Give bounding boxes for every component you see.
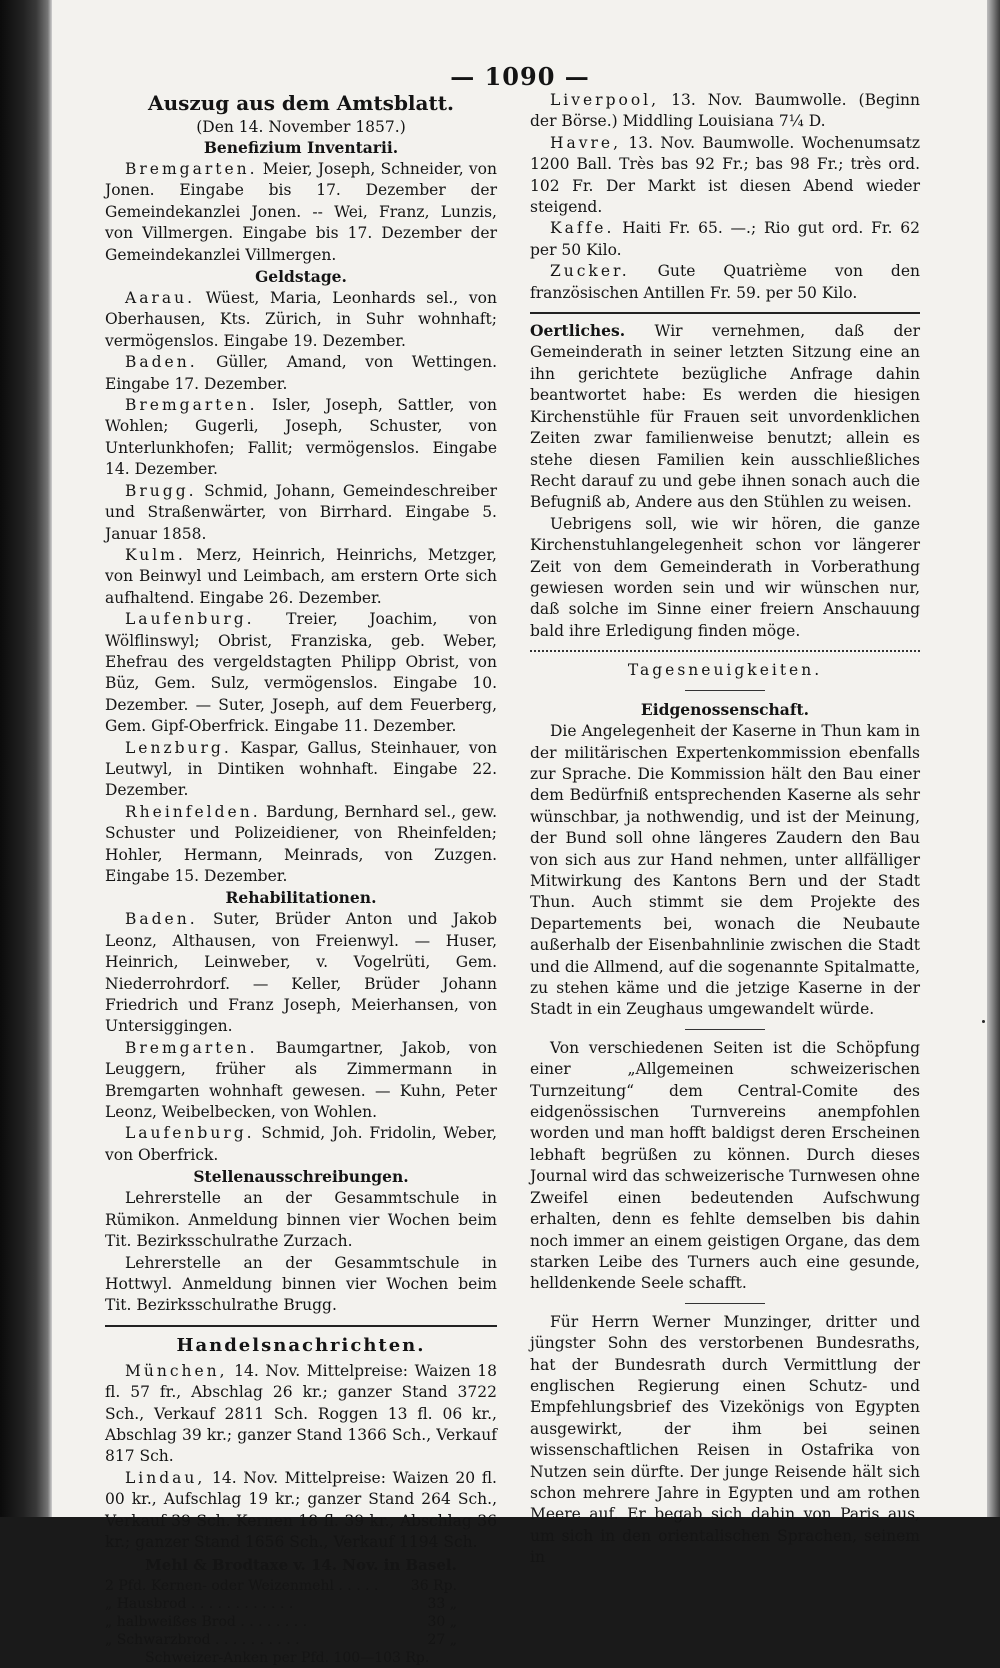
- price-row: „ Hausbrod . . . . . . . . . . . . 33 „: [105, 1596, 457, 1613]
- section-rule: [105, 1325, 497, 1327]
- page-edge: [987, 0, 1000, 1517]
- handel-entry: München, 14. Nov. Mittelpreise: Waizen 18 fl. 57 fr., Abschlag 26 kr.; ganzer Stand 3722 Sch., Verkauf 2811 Sch. Roggen 13 fl. 06 kr., Abschlag 39 kr.; ganzer Stand 1366 Sch., Verkauf 817 Sch.: [105, 1361, 497, 1466]
- book-binding: [0, 0, 52, 1517]
- short-rule: [685, 690, 765, 691]
- benefizium-heading: Benefizium Inventarii.: [203, 138, 399, 157]
- page-number: — 1090 —: [450, 62, 590, 91]
- rehab-entry: Laufenburg. Schmid, Joh. Fridolin, Weber, von Oberfrick.: [105, 1124, 497, 1164]
- stellen-entry: Lehrerstelle an der Gesammtschule in Hottwyl. Anmeldung binnen vier Wochen beim Tit. Bezirksschulrathe Brugg.: [105, 1253, 497, 1315]
- price-row: „ halbweißes Brod . . . . . . . . 30 „: [105, 1614, 457, 1631]
- stellen-entry: Lehrerstelle an der Gesammtschule in Rümikon. Anmeldung binnen vier Wochen beim Tit. Bezirksschulrathe Zurzach.: [105, 1189, 497, 1251]
- right-column: [530, 90, 920, 1569]
- handel-heading: Handelsnachrichten.: [176, 1334, 426, 1356]
- oertliches-para: Uebrigens soll, wie wir hören, die ganze Kirchenstuhlangelegenheit schon vor längerer Zeit von dem Gemeinderath in Vorberathung gewiesen worden sein und wir wünschen nur, daß solche im Sinne einer freiern Anschauung bald ihre Erledigung finden möge.: [530, 514, 920, 640]
- geldstage-entry: Rheinfelden. Bardung, Bernhard sel., gew. Schuster und Polizeidiener, von Rheinfelden; Hohler, Hermann, Meinrads, von Zuzgen. Eingabe 15. Dezember.: [105, 802, 497, 885]
- left-column: [105, 90, 497, 1668]
- brodtaxe-heading: Mehl & Brodtaxe v. 14. Nov. in Basel.: [145, 1556, 457, 1575]
- ink-speck: [982, 1020, 985, 1023]
- market-entry: Kaffe. Haiti Fr. 65. —.; Rio gut ord. Fr. 62 per 50 Kilo.: [530, 219, 920, 259]
- rehab-entry: Bremgarten. Baumgartner, Jakob, von Leuggern, früher als Zimmermann in Bremgarten wohnhaft gewesen. — Kuhn, Peter Leonz, Weibelbecken, von Wohlen.: [105, 1038, 497, 1122]
- market-entry: Liverpool, 13. Nov. Baumwolle. (Beginn der Börse.) Middling Louisiana 7¼ D.: [530, 91, 920, 131]
- rehabilitationen-heading: Rehabilitationen.: [225, 888, 377, 908]
- section-rule: [530, 650, 920, 652]
- oertliches-para: Oertliches. Wir vernehmen, daß der Gemeinderath in seiner letzten Sitzung eine an ihn gerichtete bezügliche Anfrage dahin beantwortet habe: Es werden die hiesigen Kirchenstühle für Frauen seit unvordenklichen Zeiten zwar familienweise benutzt; allein es stehe diesen Familien kein ausschließliches Recht darauf zu und gebe ihnen sonach auch die Befugniß ab, Andere aus den Stühlen zu weisen.: [530, 321, 920, 512]
- news-para: Die Angelegenheit der Kaserne in Thun kam in der militärischen Expertenkommission ebenfalls zur Sprache. Die Kommission hält den Bau einer dem Bedürfniß entsprechenden Kaserne als sehr wünschbar, ja nothwendig, und ist der Meinung, der Bund soll ohne längeres Zaudern den Bau von sich aus zur Hand nehmen, unter allfälliger Mitwirkung des Kantons Bern und der Stadt Thun. Auch stimmt sie dem Projekte des Departements bei, wonach die Neubaute außerhalb der Eisenbahnlinie zwischen die Stadt und die Allmend, auf die sogenannte Spitalmatte, zu stehen käme und die jetzige Kaserne in der Stadt in ein Zeughaus umgewandelt würde.: [530, 722, 920, 1019]
- amtsblatt-title: Auszug aus dem Amtsblatt.: [148, 91, 454, 115]
- amtsblatt-date: (Den 14. November 1857.): [196, 118, 406, 136]
- geldstage-entry: Kulm. Merz, Heinrich, Heinrichs, Metzger, von Beinwyl und Leimbach, am erstern Orte sich aufhaltend. Eingabe 26. Dezember.: [105, 545, 497, 607]
- geldstage-heading: Geldstage.: [255, 267, 347, 287]
- geldstage-entry: Brugg. Schmid, Johann, Gemeindeschreiber und Straßenwärter, von Birrhard. Eingabe 5. Januar 1858.: [105, 481, 497, 543]
- stellen-heading: Stellenausschreibungen.: [193, 1167, 409, 1187]
- news-para: Von verschiedenen Seiten ist die Schöpfung einer „Allgemeinen schweizerischen Turnzeitung“ dem Central-Comite des eidgenössischen Turnvereins anempfohlen worden und man hofft baldigst deren Erscheinen lebhaft begrüßen zu können. Durch dieses Journal wird das schweizerische Turnwesen ohne Zweifel einen bedeutenden Aufschwung erhalten, denn es fehlte demselben bis dahin noch immer an einem geistigen Organe, das dem starken Leibe des Turners auch eine gesunde, helldenkende Seele schafft.: [530, 1038, 920, 1293]
- geldstage-entry: Bremgarten. Isler, Joseph, Sattler, von Wohlen; Gugerli, Joseph, Schuster, von Unterlunkhofen; Fallit; vermögenslos. Eingabe 14. Dezember.: [105, 396, 497, 479]
- price-row: 2 Pfd. Kernen- oder Weizenmehl . . . . . 36 Rp.: [105, 1578, 457, 1595]
- benefizium-entry: Bremgarten. Meier, Joseph, Schneider, von Jonen. Eingabe bis 17. Dezember der Gemeindekanzlei Jonen. -- Wei, Franz, Lunzis, von Villmergen. Eingabe bis 17. Dezember der Gemeindekanzlei Villmergen.: [105, 160, 497, 264]
- short-rule: [685, 1303, 765, 1304]
- market-entry: Zucker. Gute Quatrième von den französischen Antillen Fr. 59. per 50 Kilo.: [530, 262, 920, 302]
- rehab-entry: Baden. Suter, Brüder Anton und Jakob Leonz, Althausen, von Freienwyl. — Huser, Heinrich, Leinweber, v. Vogelrüti, Gem. Niederrohrdorf. — Keller, Brüder Johann Friedrich und Franz Joseph, Meierhansen, von Untersiggingen.: [105, 910, 497, 1036]
- section-rule: [530, 312, 920, 314]
- geldstage-entry: Laufenburg. Treier, Joachim, von Wölflinswyl; Obrist, Franziska, geb. Weber, Ehefrau des vergeldstagten Philipp Obrist, von Büz, Gem. Sulz, vermögenslos. Eingabe 10. Dezember. — Suter, Joseph, auf dem Feuerberg, Gem. Gipf-Oberfrick. Eingabe 11. Dezember.: [105, 610, 497, 736]
- news-para: Für Herrn Werner Munzinger, dritter und jüngster Sohn des verstorbenen Bundesraths, hat der Bundesrath durch Vermittlung der englischen Regierung einen Schutz- und Empfehlungsbrief des Vizekönigs von Egypten ausgewirkt, der ihm bei seinen wissenschaftlichen Reisen in Ostafrika von Nutzen sein dürfte. Der junge Reisende hält sich schon mehrere Jahre in Egypten und am rothen Meere auf. Er begab sich dahin von Paris aus, um sich in den orientalischen Sprachen, seinem in: [530, 1312, 920, 1567]
- oertliches-heading: Oertliches.: [530, 321, 626, 341]
- anken-price: Schweizer-Anken per Pfd. 100—103 Rp.: [145, 1650, 430, 1667]
- geldstage-entry: Lenzburg. Kaspar, Gallus, Steinhauer, von Leutwyl, in Dintiken wohnhaft. Eingabe 22. Dezember.: [105, 738, 497, 800]
- price-row: „ Schwarzbrod . . . . . . . . . . 27 „: [105, 1632, 457, 1649]
- geldstage-entry: Aarau. Wüest, Maria, Leonhards sel., von Oberhausen, Kts. Zürich, in Suhr wohnhaft; vermögenslos. Eingabe 19. Dezember.: [105, 289, 497, 350]
- tagesneuigkeiten-heading: Tagesneuigkeiten.: [627, 661, 823, 680]
- eidgenossenschaft-heading: Eidgenossenschaft.: [640, 700, 810, 720]
- handel-entry: Lindau, 14. Nov. Mittelpreise: Waizen 20 fl. 00 kr., Aufschlag 19 kr.; ganzer Stand 264 Sch., Verkauf 39 Sch. Kernen 18 fl. 39 kr., Abschlag 36 kr.; ganzer Stand 1656 Sch., Verkauf 1194 Sch.: [105, 1468, 497, 1551]
- market-entry: Havre, 13. Nov. Baumwolle. Wochenumsatz 1200 Ball. Très bas 92 Fr.; bas 98 Fr.; très ord. 102 Fr. Der Markt ist diesen Abend wieder steigend.: [530, 133, 920, 217]
- geldstage-entry: Baden. Güller, Amand, von Wettingen. Eingabe 17. Dezember.: [105, 353, 497, 393]
- short-rule: [685, 1029, 765, 1030]
